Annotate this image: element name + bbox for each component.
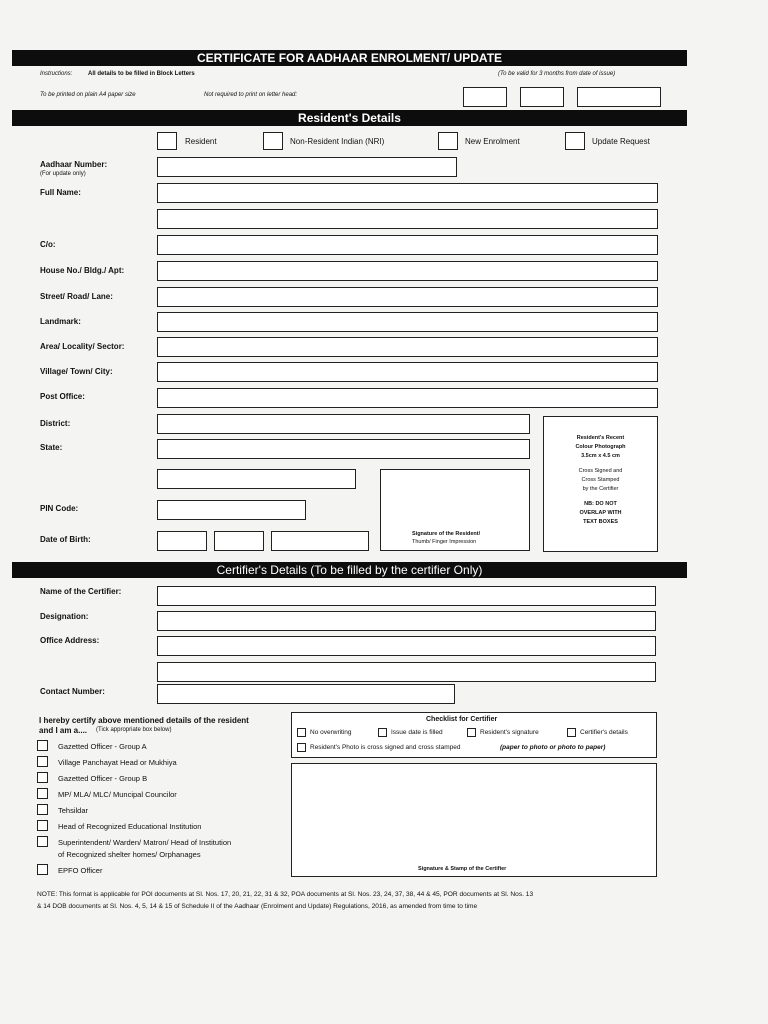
check-resident-signature-box[interactable] xyxy=(467,728,476,737)
aadhaar-input[interactable] xyxy=(157,157,457,177)
nri-checkbox[interactable] xyxy=(263,132,283,150)
photo-line-1: Resident's Recent xyxy=(576,435,625,441)
certify-statement-2: and I am a.... xyxy=(39,726,88,735)
check-photo-box[interactable] xyxy=(297,743,306,752)
photo-line-2: Colour Photograph xyxy=(575,444,626,450)
photo-box[interactable] xyxy=(543,416,658,552)
post-office-label: Post Office: xyxy=(40,392,85,401)
update-request-label: Update Request xyxy=(592,137,650,146)
designation-label: Designation: xyxy=(40,612,89,621)
option-gazetted-b-checkbox[interactable] xyxy=(37,772,48,783)
certifier-stamp-box[interactable] xyxy=(291,763,657,877)
state-label: State: xyxy=(40,443,63,452)
contact-input[interactable] xyxy=(157,684,455,704)
issue-date-month[interactable] xyxy=(520,87,564,107)
area-label: Area/ Locality/ Sector: xyxy=(40,342,125,351)
district-label: District: xyxy=(40,419,71,428)
option-mp-mla-label: MP/ MLA/ MLC/ Muncipal Councilor xyxy=(58,790,177,799)
photo-line-3: 3.5cm x 4.5 cm xyxy=(581,453,620,459)
certify-note: (Tick appropriate box below) xyxy=(96,727,172,733)
landmark-label: Landmark: xyxy=(40,317,81,326)
instructions-text: All details to be filled in Block Letters xyxy=(88,71,195,77)
option-panchayat-label: Village Panchayat Head or Mukhiya xyxy=(58,758,177,767)
photo-line-9: TEXT BOXES xyxy=(583,519,618,525)
form-title: CERTIFICATE FOR AADHAAR ENROLMENT/ UPDATE xyxy=(12,50,687,66)
instructions-label: Instructions: xyxy=(40,71,73,77)
dob-month-input[interactable] xyxy=(214,531,264,551)
signature-caption-1: Signature of the Resident/ xyxy=(412,531,481,537)
office-address-input-2[interactable] xyxy=(157,662,656,682)
certifier-name-input[interactable] xyxy=(157,586,656,606)
extra-address-input[interactable] xyxy=(157,469,356,489)
issue-date-day[interactable] xyxy=(463,87,507,107)
option-education-head-label: Head of Recognized Educational Institution xyxy=(58,822,202,831)
designation-input[interactable] xyxy=(157,611,656,631)
resident-label: Resident xyxy=(185,137,217,146)
option-gazetted-a-label: Gazetted Officer - Group A xyxy=(58,742,147,751)
stamp-caption: Signature & Stamp of the Certifier xyxy=(418,866,507,872)
residents-section-title: Resident's Details xyxy=(12,110,687,126)
street-input[interactable] xyxy=(157,287,658,307)
house-input[interactable] xyxy=(157,261,658,281)
note-line-2: & 14 DOB documents at Sl. Nos. 4, 5, 14 & 15 of Schedule II of the Aadhaar (Enrolment and Update) Regulations, 2016, as amended from time to time xyxy=(37,903,478,910)
option-gazetted-a-checkbox[interactable] xyxy=(37,740,48,751)
office-address-label: Office Address: xyxy=(40,636,100,645)
check-photo-label: Resident's Photo is cross signed and cross stamped xyxy=(310,744,461,751)
aadhaar-note: (For update only) xyxy=(40,171,86,177)
photo-line-8: OVERLAP WITH xyxy=(579,510,622,516)
landmark-input[interactable] xyxy=(157,312,658,332)
area-input[interactable] xyxy=(157,337,658,357)
option-superintendent-checkbox[interactable] xyxy=(37,836,48,847)
certify-statement-1: I hereby certify above mentioned details of the resident xyxy=(39,716,249,725)
photo-line-5: Cross Stamped xyxy=(581,477,620,483)
dob-label: Date of Birth: xyxy=(40,535,91,544)
photo-line-6: by the Certifier xyxy=(582,486,619,492)
check-resident-signature-label: Resident's signature xyxy=(480,729,539,736)
option-education-head-checkbox[interactable] xyxy=(37,820,48,831)
option-gazetted-b-label: Gazetted Officer - Group B xyxy=(58,774,148,783)
aadhaar-label: Aadhaar Number: xyxy=(40,160,108,169)
house-label: House No./ Bldg./ Apt: xyxy=(40,266,125,275)
check-no-overwriting-label: No overwriting xyxy=(310,729,352,736)
state-input[interactable] xyxy=(157,439,530,459)
check-certifier-details-box[interactable] xyxy=(567,728,576,737)
letterhead-note: Not required to print on letter head: xyxy=(204,92,298,98)
check-photo-note: (paper to photo or photo to paper) xyxy=(500,744,606,751)
print-note: To be printed on plain A4 paper size xyxy=(40,92,136,98)
photo-line-4: Cross Signed and xyxy=(578,468,623,474)
option-superintendent-label: Superintendent/ Warden/ Matron/ Head of Institution xyxy=(58,838,232,847)
pin-label: PIN Code: xyxy=(40,504,79,513)
post-office-input[interactable] xyxy=(157,388,658,408)
dob-day-input[interactable] xyxy=(157,531,207,551)
check-no-overwriting-box[interactable] xyxy=(297,728,306,737)
photo-line-7: NB: DO NOT xyxy=(584,501,617,507)
option-superintendent-label-2: of Recognized shelter homes/ Orphanages xyxy=(58,850,201,859)
full-name-input-1[interactable] xyxy=(157,183,658,203)
checklist-box xyxy=(291,712,657,758)
contact-label: Contact Number: xyxy=(40,687,105,696)
option-tehsildar-checkbox[interactable] xyxy=(37,804,48,815)
option-tehsildar-label: Tehsildar xyxy=(58,806,89,815)
signature-caption-2: Thumb/ Finger Impression xyxy=(412,539,477,545)
resident-checkbox[interactable] xyxy=(157,132,177,150)
new-enrolment-checkbox[interactable] xyxy=(438,132,458,150)
pin-input[interactable] xyxy=(157,500,306,520)
issue-date-year[interactable] xyxy=(577,87,661,107)
option-mp-mla-checkbox[interactable] xyxy=(37,788,48,799)
option-epfo-label: EPFO Officer xyxy=(58,866,103,875)
dob-year-input[interactable] xyxy=(271,531,369,551)
co-label: C/o: xyxy=(40,240,56,249)
check-certifier-details-label: Certifier's details xyxy=(580,729,628,736)
checklist-title: Checklist for Certifier xyxy=(426,716,498,723)
co-input[interactable] xyxy=(157,235,658,255)
district-input[interactable] xyxy=(157,414,530,434)
new-enrolment-label: New Enrolment xyxy=(465,137,520,146)
note-line-1: NOTE: This format is applicable for POI documents at Sl. Nos. 17, 20, 21, 22, 31 & 32, POA documents at Sl. Nos. 23, 24, 37, 38, 44 & 45, POR documents at Sl. Nos. 13 xyxy=(37,891,534,898)
option-panchayat-checkbox[interactable] xyxy=(37,756,48,767)
nri-label: Non-Resident Indian (NRI) xyxy=(290,137,385,146)
full-name-input-2[interactable] xyxy=(157,209,658,229)
certifier-section-title: Certifier's Details (To be filled by the certifier Only) xyxy=(12,562,687,578)
village-input[interactable] xyxy=(157,362,658,382)
full-name-label: Full Name: xyxy=(40,188,81,197)
option-epfo-checkbox[interactable] xyxy=(37,864,48,875)
update-request-checkbox[interactable] xyxy=(565,132,585,150)
certifier-name-label: Name of the Certifier: xyxy=(40,587,122,596)
village-label: Village/ Town/ City: xyxy=(40,367,113,376)
check-issue-date-box[interactable] xyxy=(378,728,387,737)
office-address-input-1[interactable] xyxy=(157,636,656,656)
check-issue-date-label: Issue date is filled xyxy=(391,729,443,736)
street-label: Street/ Road/ Lane: xyxy=(40,292,113,301)
validity-note: (To be valid for 3 months from date of issue) xyxy=(498,71,616,77)
resident-signature-box[interactable] xyxy=(380,469,530,551)
